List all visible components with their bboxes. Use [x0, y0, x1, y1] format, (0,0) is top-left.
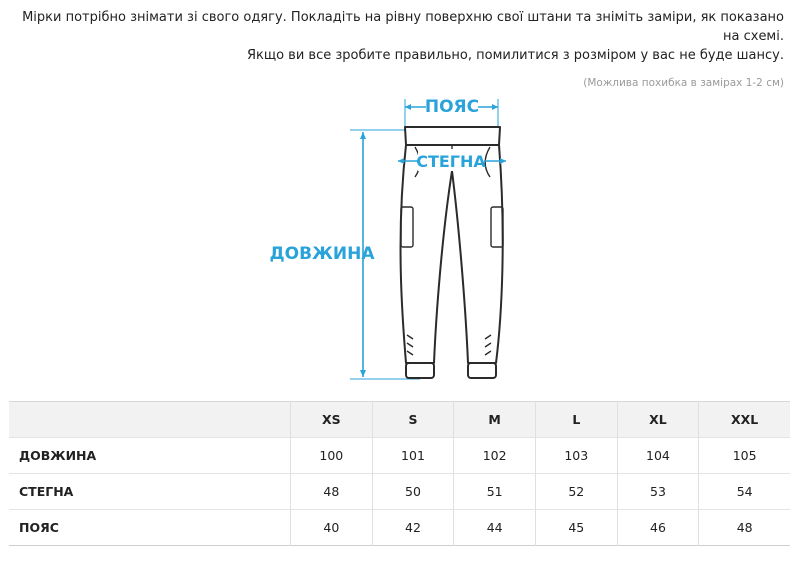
table-cell: 44 — [454, 510, 536, 546]
table-cell: 46 — [617, 510, 699, 546]
hip-label: СТЕГНА — [416, 152, 486, 171]
table-row — [9, 474, 790, 510]
table-cell: 54 — [699, 474, 790, 510]
tolerance-note: (Можлива похибка в замірах 1-2 см) — [583, 77, 784, 89]
row-label: ПОЯС — [19, 520, 59, 535]
table-cell: 52 — [535, 474, 617, 510]
table-row — [9, 438, 790, 474]
size-header: M — [454, 402, 536, 438]
table-cell: 102 — [454, 438, 536, 474]
table-cell: 48 — [699, 510, 790, 546]
table-cell: 103 — [535, 438, 617, 474]
table-cell: 105 — [699, 438, 790, 474]
table-cell: 51 — [454, 474, 536, 510]
row-label: СТЕГНА — [19, 484, 74, 499]
table-cell: 40 — [291, 510, 373, 546]
length-label: ДОВЖИНА — [270, 244, 375, 264]
intro-line-1: Мірки потрібно знімати зі свого одягу. Покладіть на рівну поверхню свої штани та зніміть заміри, як показано на схемі. — [22, 10, 784, 44]
table-cell: 48 — [291, 474, 373, 510]
pants-measurement-diagram — [270, 85, 530, 385]
table-cell: 104 — [617, 438, 699, 474]
table-cell: 101 — [372, 438, 454, 474]
waist-label: ПОЯС — [424, 97, 480, 117]
size-header: XXL — [699, 402, 790, 438]
size-header: XL — [617, 402, 699, 438]
size-header: S — [372, 402, 454, 438]
size-header-row — [9, 402, 790, 438]
table-cell: 45 — [535, 510, 617, 546]
table-row — [9, 510, 790, 546]
size-header: L — [535, 402, 617, 438]
row-label: ДОВЖИНА — [19, 448, 97, 463]
table-cell: 50 — [372, 474, 454, 510]
table-cell: 53 — [617, 474, 699, 510]
size-header: XS — [291, 402, 373, 438]
size-chart-table — [9, 401, 790, 546]
table-cell: 42 — [372, 510, 454, 546]
intro-text — [4, 8, 784, 93]
corner-cell — [9, 402, 291, 438]
intro-line-2: Якщо ви все зробите правильно, помилитися з розміром у вас не буде шансу. — [246, 48, 784, 63]
table-cell: 100 — [291, 438, 373, 474]
